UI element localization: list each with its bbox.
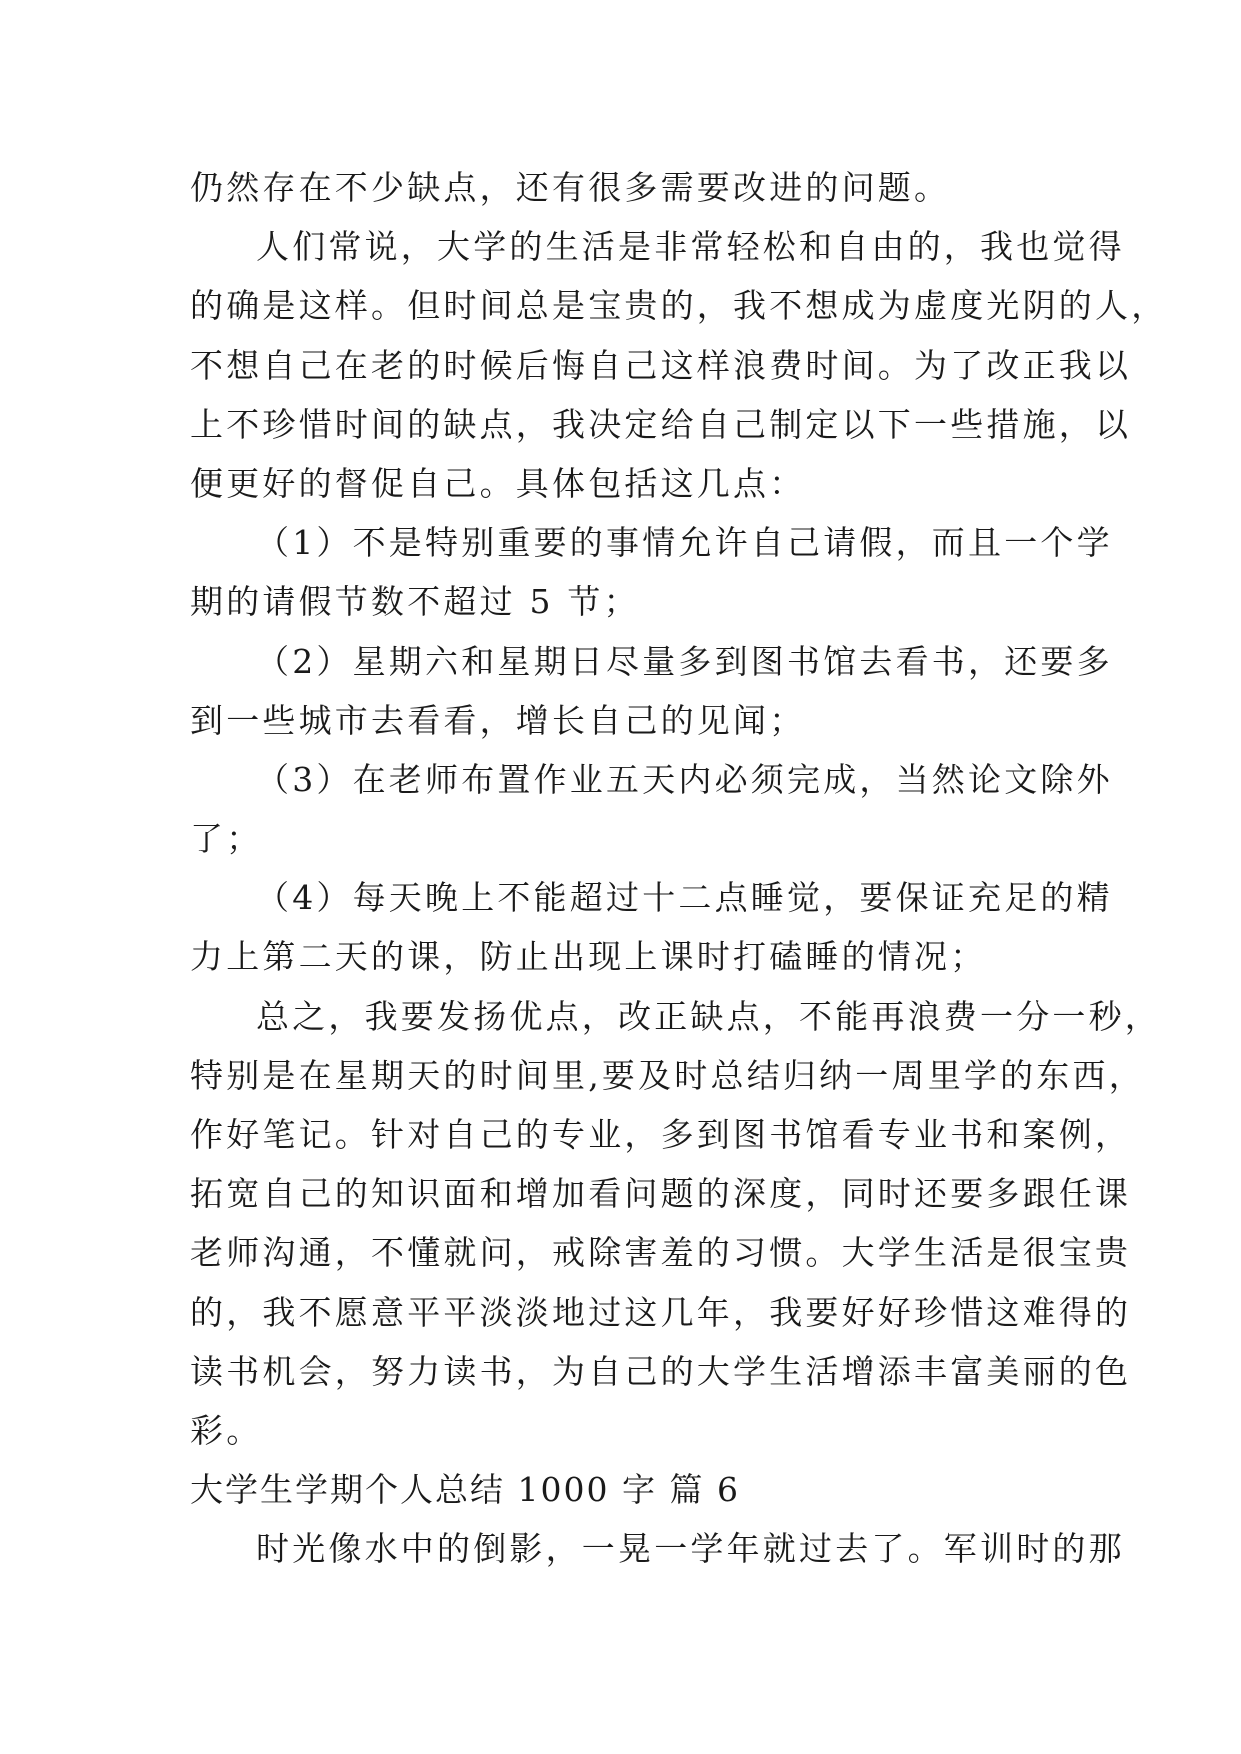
body-line: 特别是在星期天的时间里,要及时总结归纳一周里学的东西， [190,1055,1145,1095]
body-line: 作好笔记。针对自己的专业，多到图书馆看专业书和案例， [190,1115,1132,1154]
list-item-3-line: 了； [190,819,263,859]
list-item-1-line: 期的请假节数不超过 5 节； [190,582,640,622]
document-body [190,158,1168,1579]
list-item-4-line: （4）每天晚上不能超过十二点睡觉，要保证充足的精 [256,878,1113,918]
body-line: 拓宽自己的知识面和增加看问题的深度，同时还要多跟任课 [190,1174,1132,1214]
list-item-2-line: （2）星期六和星期日尽量多到图书馆去看书，还要多 [256,641,1113,681]
body-line: 的，我不愿意平平淡淡地过这几年，我要好好珍惜这难得的 [190,1292,1132,1332]
body-line: 总之，我要发扬优点，改正缺点，不能再浪费一分一秒， [256,996,1161,1036]
list-item-4-line: 力上第二天的课，防止出现上课时打磕睡的情况； [190,937,987,977]
body-line: 人们常说，大学的生活是非常轻松和自由的，我也觉得 [256,227,1125,267]
body-line: 不想自己在老的时候后悔自己这样浪费时间。为了改正我以 [190,345,1132,385]
body-line: 仍然存在不少缺点，还有很多需要改进的问题。 [190,168,951,207]
body-line: 老师沟通，不懂就问，戒除害羞的习惯。大学生活是很宝贵 [190,1233,1132,1273]
list-item-2-line: 到一些城市去看看，增长自己的见闻； [190,700,806,740]
body-line: 时光像水中的倒影，一晃一学年就过去了。军训时的那 [256,1529,1125,1569]
body-line: 便更好的督促自己。具体包括这几点： [190,463,806,503]
list-item-1-line: （1）不是特别重要的事情允许自己请假，而且一个学 [256,523,1113,563]
section-heading: 大学生学期个人总结 1000 字 篇 6 [190,1470,740,1510]
body-line: 的确是这样。但时间总是宝贵的，我不想成为虚度光阴的人， [190,286,1168,326]
list-item-3-line: （3）在老师布置作业五天内必须完成，当然论文除外 [256,759,1113,799]
body-line: 上不珍惜时间的缺点，我决定给自己制定以下一些措施，以 [190,404,1132,444]
body-line: 读书机会，努力读书，为自己的大学生活增添丰富美丽的色 [190,1351,1132,1391]
body-line: 彩。 [190,1410,263,1450]
